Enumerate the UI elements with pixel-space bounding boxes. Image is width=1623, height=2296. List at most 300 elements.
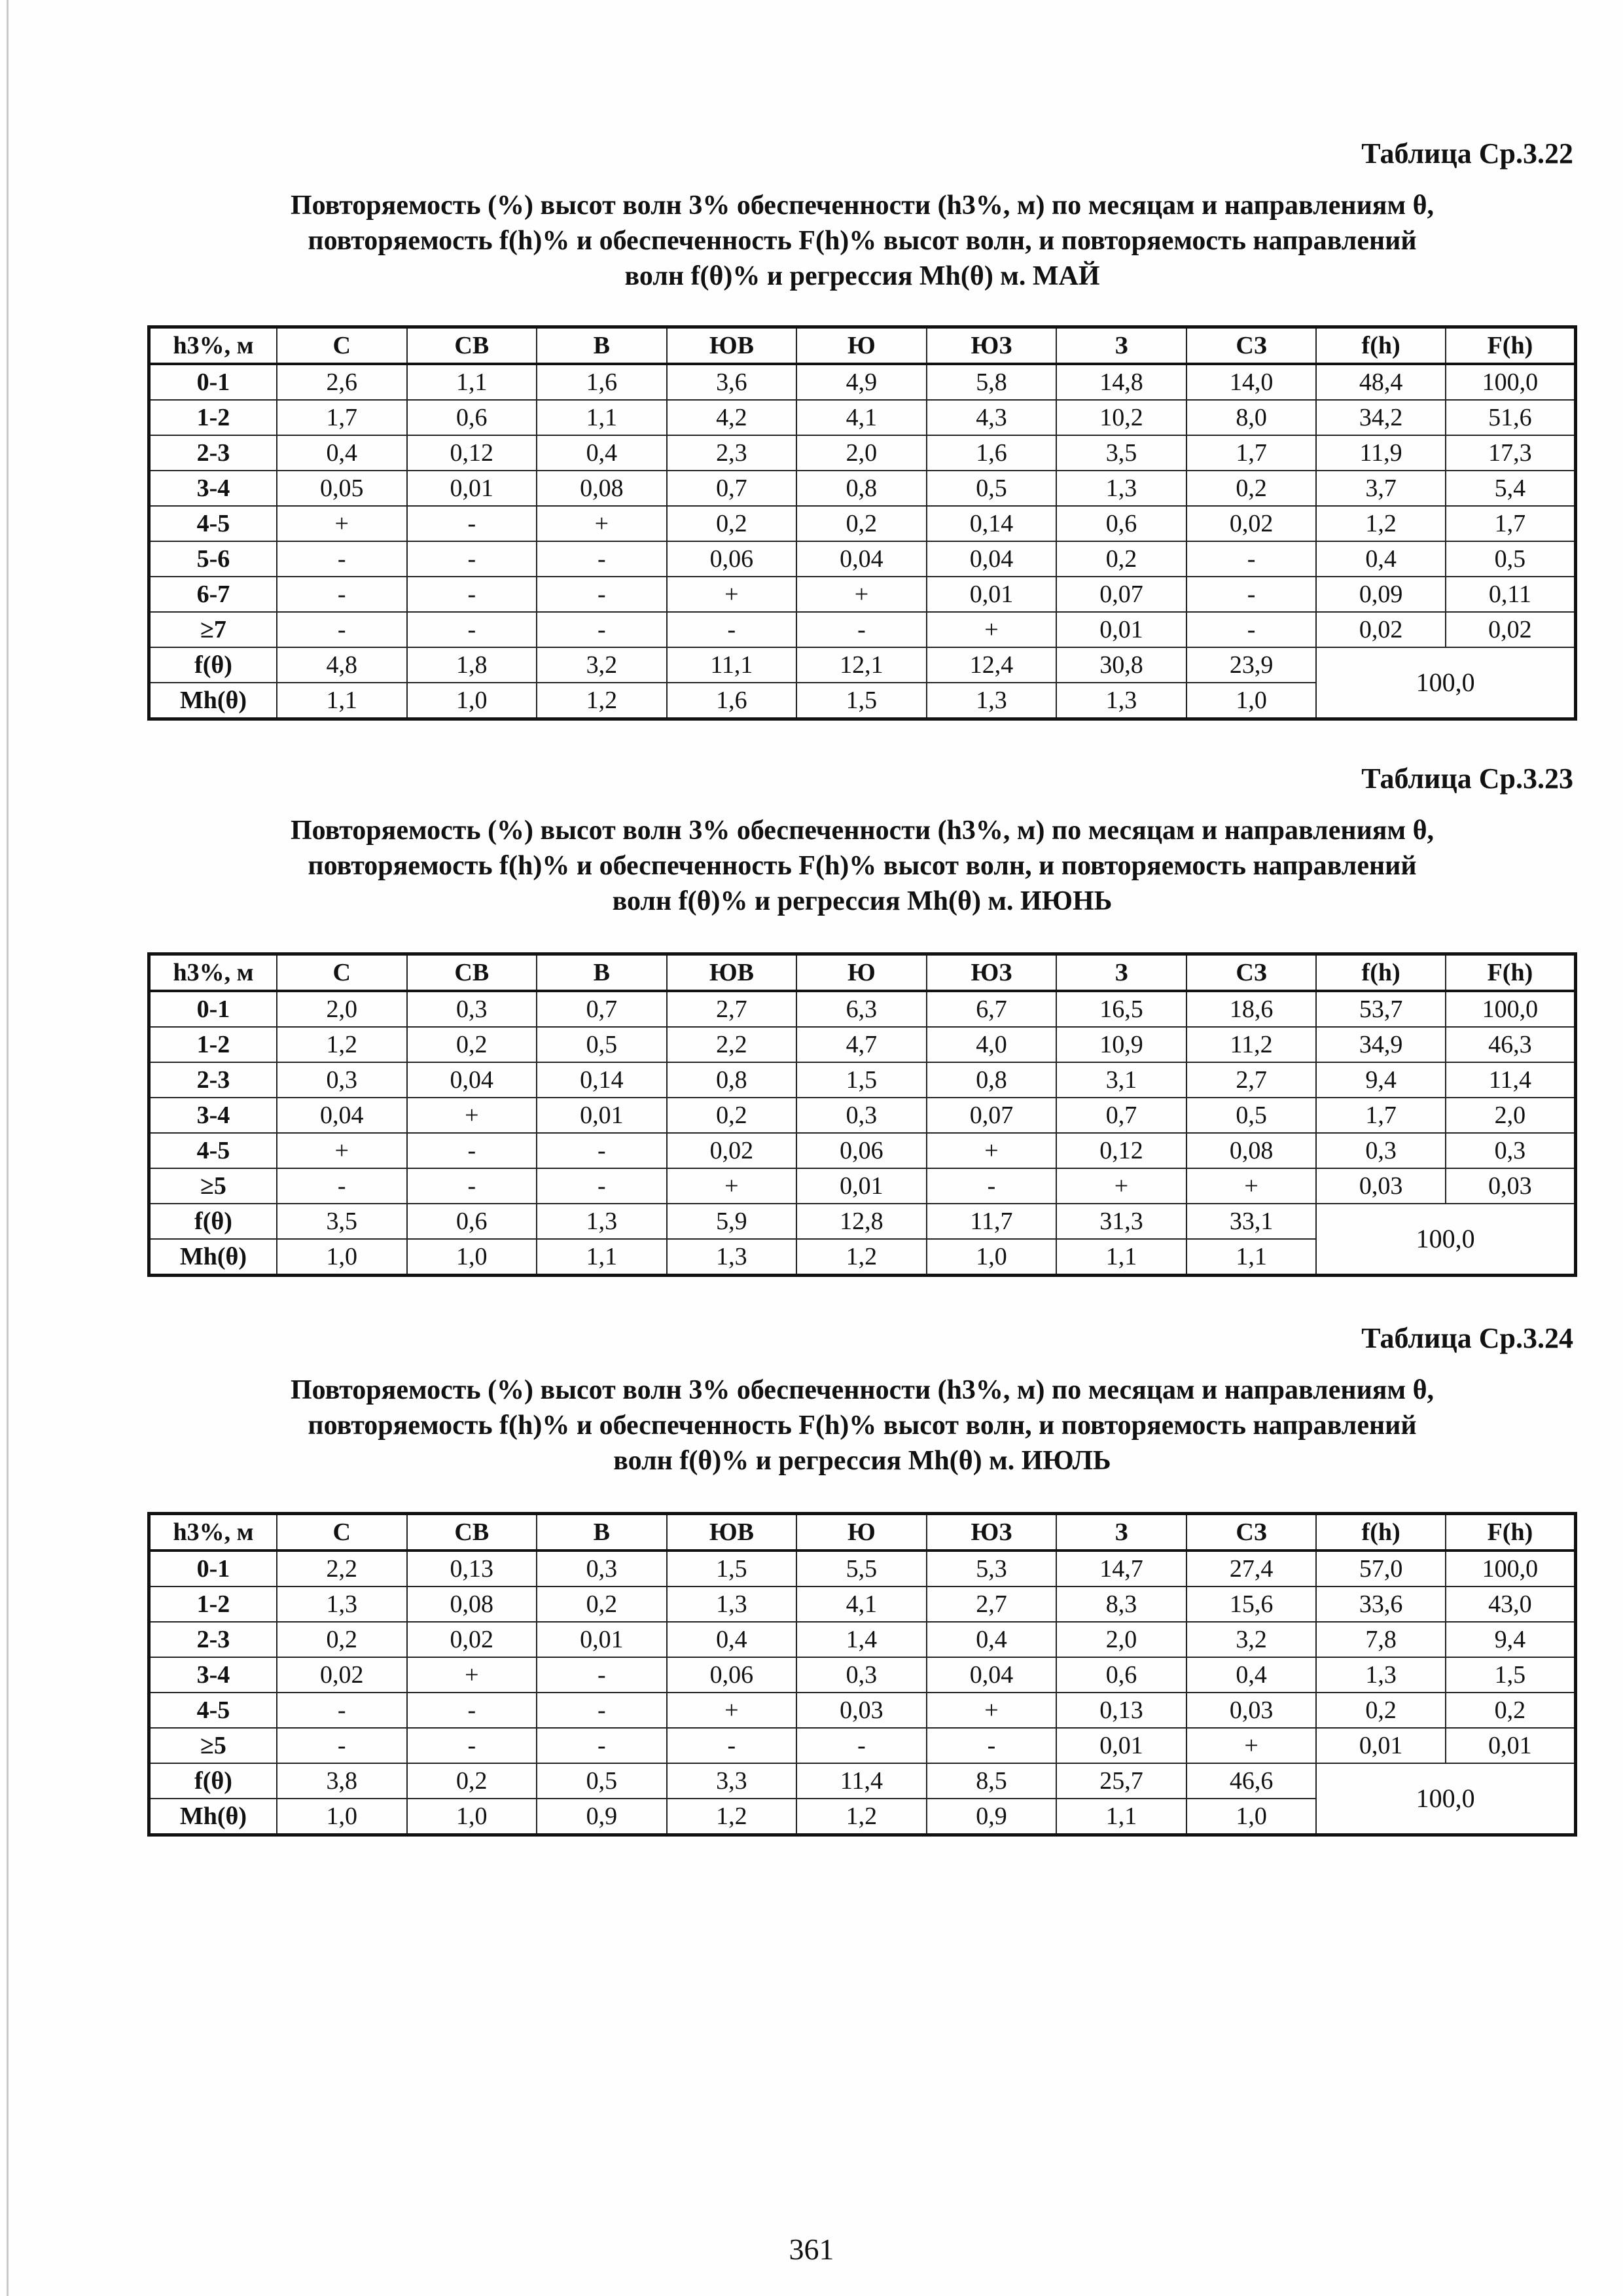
table-cell: 2,0 bbox=[796, 435, 927, 471]
table-cell: 17,3 bbox=[1446, 435, 1576, 471]
table-cell: - bbox=[537, 1168, 667, 1204]
column-header: f(h) bbox=[1316, 954, 1446, 992]
table-cell: - bbox=[796, 1728, 927, 1763]
table-cell: 46,6 bbox=[1186, 1763, 1317, 1799]
column-header: ЮЗ bbox=[927, 954, 1057, 992]
table-cell: 57,0 bbox=[1316, 1551, 1446, 1587]
table-cell: 11,7 bbox=[927, 1204, 1057, 1239]
table-cell: 48,4 bbox=[1316, 364, 1446, 400]
table-cell: 0,4 bbox=[667, 1622, 797, 1657]
table-cell: 2,2 bbox=[667, 1027, 797, 1062]
table-cell: 0,05 bbox=[277, 471, 407, 506]
table-cell: 51,6 bbox=[1446, 400, 1576, 435]
f-theta-row bbox=[149, 1204, 1576, 1239]
table-cell: 0,08 bbox=[537, 471, 667, 506]
table-cell: 0,04 bbox=[407, 1062, 537, 1098]
table-cell: 0,01 bbox=[1446, 1728, 1576, 1763]
title-line: волн f(θ)% и регрессия Mh(θ) м. ИЮЛЬ bbox=[613, 1446, 1111, 1476]
table-cell: + bbox=[537, 506, 667, 541]
table-number: Таблица Ср.3.24 bbox=[1361, 1322, 1573, 1354]
table-cell: 3,2 bbox=[1186, 1622, 1317, 1657]
table-cell: - bbox=[277, 1728, 407, 1763]
column-header: F(h) bbox=[1446, 1514, 1576, 1551]
column-header: С bbox=[277, 954, 407, 992]
column-header: С bbox=[277, 1514, 407, 1551]
table-cell: 0,01 bbox=[796, 1168, 927, 1204]
table-cell: 1,0 bbox=[277, 1799, 407, 1835]
column-header: Ю bbox=[796, 1514, 927, 1551]
table-cell: 0,3 bbox=[796, 1098, 927, 1133]
table-cell: 0,04 bbox=[796, 541, 927, 577]
table-cell: 0,4 bbox=[277, 435, 407, 471]
title-line: повторяемость f(h)% и обеспеченность F(h)% высот волн, и повторяемость направлений bbox=[308, 1410, 1417, 1441]
table-cell: 1,0 bbox=[407, 1799, 537, 1835]
table-cell: 8,3 bbox=[1056, 1587, 1186, 1622]
table-cell: 0,01 bbox=[927, 577, 1057, 612]
table-cell: 0,8 bbox=[927, 1062, 1057, 1098]
table-cell: 1,3 bbox=[537, 1204, 667, 1239]
title-line: волн f(θ)% и регрессия Mh(θ) м. МАЙ bbox=[624, 261, 1100, 291]
table-cell: 1,1 bbox=[537, 400, 667, 435]
row-header: 0-1 bbox=[149, 364, 277, 400]
table-cell: 0,3 bbox=[537, 1551, 667, 1587]
table-cell: 5,8 bbox=[927, 364, 1057, 400]
table-cell: 23,9 bbox=[1186, 647, 1317, 683]
column-header: f(h) bbox=[1316, 327, 1446, 365]
table-cell: 5,5 bbox=[796, 1551, 927, 1587]
table-cell: 4,7 bbox=[796, 1027, 927, 1062]
table-cell: + bbox=[407, 1098, 537, 1133]
table-cell: 0,9 bbox=[537, 1799, 667, 1835]
table-cell: + bbox=[277, 506, 407, 541]
table-cell: 5,4 bbox=[1446, 471, 1576, 506]
table-cell: 0,6 bbox=[1056, 506, 1186, 541]
table-cell: 25,7 bbox=[1056, 1763, 1186, 1799]
table-cell: 4,1 bbox=[796, 1587, 927, 1622]
table-row bbox=[149, 1587, 1576, 1622]
table-cell: 1,3 bbox=[1056, 471, 1186, 506]
table-row bbox=[149, 1657, 1576, 1693]
table-block-may bbox=[147, 134, 1577, 294]
table-cell: 0,4 bbox=[1186, 1657, 1317, 1693]
table-cell: 1,2 bbox=[277, 1027, 407, 1062]
table-cell: 0,02 bbox=[1186, 506, 1317, 541]
table-cell: - bbox=[927, 1728, 1057, 1763]
header-row bbox=[149, 1514, 1576, 1551]
table-cell: 0,2 bbox=[667, 1098, 797, 1133]
table-cell: 0,06 bbox=[796, 1133, 927, 1168]
row-header: f(θ) bbox=[149, 1204, 277, 1239]
table-cell: 4,3 bbox=[927, 400, 1057, 435]
column-header: Ю bbox=[796, 954, 927, 992]
table-cell: 1,3 bbox=[667, 1587, 797, 1622]
table-cell: 14,0 bbox=[1186, 364, 1317, 400]
table-cell: 0,02 bbox=[407, 1622, 537, 1657]
wave-table-june bbox=[147, 952, 1577, 1277]
column-header: СВ bbox=[407, 1514, 537, 1551]
column-header: h3%, м bbox=[149, 327, 277, 365]
column-header: ЮЗ bbox=[927, 1514, 1057, 1551]
table-cell: - bbox=[927, 1168, 1057, 1204]
table-cell: 1,2 bbox=[796, 1239, 927, 1276]
scan-edge-line bbox=[7, 0, 9, 2296]
table-cell: 0,11 bbox=[1446, 577, 1576, 612]
column-header: ЮЗ bbox=[927, 327, 1057, 365]
total-cell: 100,0 bbox=[1316, 647, 1575, 719]
table-cell: 4,8 bbox=[277, 647, 407, 683]
table-cell: - bbox=[537, 612, 667, 647]
row-header: 6-7 bbox=[149, 577, 277, 612]
table-cell: 12,1 bbox=[796, 647, 927, 683]
table-cell: 1,6 bbox=[667, 683, 797, 719]
title-line: Повторяемость (%) высот волн 3% обеспеченности (h3%, м) по месяцам и направлениям θ, bbox=[290, 190, 1435, 221]
table-cell: - bbox=[537, 541, 667, 577]
wave-table-may bbox=[147, 325, 1577, 721]
row-header: 2-3 bbox=[149, 1622, 277, 1657]
table-cell: 1,0 bbox=[407, 683, 537, 719]
title-line: Повторяемость (%) высот волн 3% обеспеченности (h3%, м) по месяцам и направлениям θ, bbox=[290, 816, 1435, 846]
table-cell: 5,9 bbox=[667, 1204, 797, 1239]
table-cell: 1,5 bbox=[796, 683, 927, 719]
row-header: 3-4 bbox=[149, 471, 277, 506]
row-header: ≥5 bbox=[149, 1728, 277, 1763]
table-cell: 100,0 bbox=[1446, 364, 1576, 400]
table-row bbox=[149, 577, 1576, 612]
table-cell: 0,2 bbox=[277, 1622, 407, 1657]
table-row bbox=[149, 991, 1576, 1027]
table-cell: 8,0 bbox=[1186, 400, 1317, 435]
table-cell: 0,12 bbox=[1056, 1133, 1186, 1168]
table-cell: 2,6 bbox=[277, 364, 407, 400]
row-header: 4-5 bbox=[149, 1133, 277, 1168]
table-cell: 0,7 bbox=[667, 471, 797, 506]
table-cell: 0,06 bbox=[667, 541, 797, 577]
row-header: 3-4 bbox=[149, 1098, 277, 1133]
table-cell: 34,2 bbox=[1316, 400, 1446, 435]
table-row bbox=[149, 1693, 1576, 1728]
table-cell: 1,5 bbox=[1446, 1657, 1576, 1693]
table-cell: 30,8 bbox=[1056, 647, 1186, 683]
table-cell: 0,07 bbox=[1056, 577, 1186, 612]
table-cell: - bbox=[537, 1133, 667, 1168]
table-cell: 9,4 bbox=[1446, 1622, 1576, 1657]
table-cell: 0,2 bbox=[1186, 471, 1317, 506]
table-cell: - bbox=[537, 1728, 667, 1763]
table-cell: 3,7 bbox=[1316, 471, 1446, 506]
table-row bbox=[149, 435, 1576, 471]
table-cell: 0,14 bbox=[537, 1062, 667, 1098]
table-cell: 3,2 bbox=[537, 647, 667, 683]
table-cell: 0,8 bbox=[667, 1062, 797, 1098]
table-cell: 0,08 bbox=[407, 1587, 537, 1622]
table-cell: 0,3 bbox=[796, 1657, 927, 1693]
table-cell: - bbox=[407, 1168, 537, 1204]
table-cell: 1,3 bbox=[1316, 1657, 1446, 1693]
table-cell: 0,13 bbox=[407, 1551, 537, 1587]
table-cell: 1,1 bbox=[277, 683, 407, 719]
table-number: Таблица Ср.3.22 bbox=[1361, 137, 1573, 170]
table-cell: 0,02 bbox=[1316, 612, 1446, 647]
table-cell: 100,0 bbox=[1446, 1551, 1576, 1587]
table-cell: - bbox=[1186, 541, 1317, 577]
table-cell: 1,7 bbox=[1186, 435, 1317, 471]
row-header: ≥7 bbox=[149, 612, 277, 647]
table-row bbox=[149, 1062, 1576, 1098]
table-cell: + bbox=[927, 1133, 1057, 1168]
table-cell: 0,4 bbox=[1316, 541, 1446, 577]
row-header: Mh(θ) bbox=[149, 1799, 277, 1835]
table-cell: 46,3 bbox=[1446, 1027, 1576, 1062]
table-cell: 3,8 bbox=[277, 1763, 407, 1799]
table-cell: 43,0 bbox=[1446, 1587, 1576, 1622]
table-cell: 1,6 bbox=[927, 435, 1057, 471]
table-cell: 100,0 bbox=[1446, 991, 1576, 1027]
table-cell: 0,3 bbox=[277, 1062, 407, 1098]
table-cell: 12,4 bbox=[927, 647, 1057, 683]
table-cell: 1,1 bbox=[537, 1239, 667, 1276]
header-row bbox=[149, 954, 1576, 992]
table-cell: 11,2 bbox=[1186, 1027, 1317, 1062]
table-cell: - bbox=[1186, 577, 1317, 612]
column-header: З bbox=[1056, 954, 1186, 992]
table-cell: 1,5 bbox=[667, 1551, 797, 1587]
table-cell: 2,0 bbox=[277, 991, 407, 1027]
row-header: 0-1 bbox=[149, 991, 277, 1027]
table-cell: 0,2 bbox=[537, 1587, 667, 1622]
table-cell: 0,3 bbox=[1316, 1133, 1446, 1168]
row-header: 4-5 bbox=[149, 1693, 277, 1728]
table-cell: 15,6 bbox=[1186, 1587, 1317, 1622]
table-cell: 1,2 bbox=[1316, 506, 1446, 541]
column-header: С bbox=[277, 327, 407, 365]
table-cell: 0,3 bbox=[407, 991, 537, 1027]
table-cell: 1,1 bbox=[1186, 1239, 1317, 1276]
table-cell: 11,1 bbox=[667, 647, 797, 683]
table-cell: 1,0 bbox=[1186, 1799, 1317, 1835]
table-cell: 1,5 bbox=[796, 1062, 927, 1098]
row-header: 5-6 bbox=[149, 541, 277, 577]
column-header: СЗ bbox=[1186, 327, 1317, 365]
title-line: повторяемость f(h)% и обеспеченность F(h)% высот волн, и повторяемость направлений bbox=[308, 226, 1417, 256]
column-header: ЮВ bbox=[667, 1514, 797, 1551]
row-header: 3-4 bbox=[149, 1657, 277, 1693]
table-cell: 0,7 bbox=[1056, 1098, 1186, 1133]
table-block-june bbox=[147, 759, 1577, 919]
table-cell: 1,3 bbox=[927, 683, 1057, 719]
table-cell: 0,01 bbox=[1056, 612, 1186, 647]
table-title bbox=[147, 1372, 1577, 1479]
table-cell: 4,0 bbox=[927, 1027, 1057, 1062]
table-cell: 0,2 bbox=[796, 506, 927, 541]
table-cell: 0,6 bbox=[407, 400, 537, 435]
row-header: 1-2 bbox=[149, 1027, 277, 1062]
table-cell: 1,0 bbox=[407, 1239, 537, 1276]
table-cell: 5,3 bbox=[927, 1551, 1057, 1587]
table-cell: 0,12 bbox=[407, 435, 537, 471]
table-title bbox=[147, 188, 1577, 294]
table-cell: 14,7 bbox=[1056, 1551, 1186, 1587]
table-cell: 0,7 bbox=[537, 991, 667, 1027]
table-cell: 0,2 bbox=[1056, 541, 1186, 577]
table-cell: - bbox=[407, 1693, 537, 1728]
table-row bbox=[149, 1622, 1576, 1657]
table-cell: 1,7 bbox=[1316, 1098, 1446, 1133]
table-cell: + bbox=[1186, 1168, 1317, 1204]
table-cell: 0,2 bbox=[407, 1027, 537, 1062]
table-cell: 0,06 bbox=[667, 1657, 797, 1693]
table-cell: 10,9 bbox=[1056, 1027, 1186, 1062]
row-header: ≥5 bbox=[149, 1168, 277, 1204]
table-row bbox=[149, 471, 1576, 506]
table-cell: - bbox=[407, 577, 537, 612]
table-cell: 4,9 bbox=[796, 364, 927, 400]
table-cell: 0,07 bbox=[927, 1098, 1057, 1133]
table-cell: 6,3 bbox=[796, 991, 927, 1027]
table-cell: 0,03 bbox=[1446, 1168, 1576, 1204]
table-cell: - bbox=[277, 1693, 407, 1728]
table-cell: 0,04 bbox=[927, 1657, 1057, 1693]
table-row bbox=[149, 1168, 1576, 1204]
table-cell: 16,5 bbox=[1056, 991, 1186, 1027]
f-theta-row bbox=[149, 647, 1576, 683]
total-cell: 100,0 bbox=[1316, 1204, 1575, 1276]
table-cell: 0,5 bbox=[927, 471, 1057, 506]
table-cell: 0,03 bbox=[796, 1693, 927, 1728]
column-header: f(h) bbox=[1316, 1514, 1446, 1551]
table-row bbox=[149, 364, 1576, 400]
row-header: Mh(θ) bbox=[149, 683, 277, 719]
table-cell: 0,5 bbox=[1186, 1098, 1317, 1133]
table-cell: 0,02 bbox=[1446, 612, 1576, 647]
table-cell: 0,5 bbox=[537, 1027, 667, 1062]
title-line: волн f(θ)% и регрессия Mh(θ) м. ИЮНЬ bbox=[612, 886, 1113, 916]
table-cell: - bbox=[407, 1728, 537, 1763]
table-cell: 0,4 bbox=[927, 1622, 1057, 1657]
table-cell: + bbox=[1056, 1168, 1186, 1204]
table-cell: 0,04 bbox=[927, 541, 1057, 577]
table-cell: 53,7 bbox=[1316, 991, 1446, 1027]
row-header: 1-2 bbox=[149, 1587, 277, 1622]
table-cell: 0,13 bbox=[1056, 1693, 1186, 1728]
column-header: F(h) bbox=[1446, 954, 1576, 992]
table-cell: 2,7 bbox=[667, 991, 797, 1027]
table-cell: 0,03 bbox=[1186, 1693, 1317, 1728]
table-cell: 1,6 bbox=[537, 364, 667, 400]
row-header: 2-3 bbox=[149, 435, 277, 471]
column-header: З bbox=[1056, 1514, 1186, 1551]
table-cell: + bbox=[927, 612, 1057, 647]
table-cell: 4,1 bbox=[796, 400, 927, 435]
table-cell: - bbox=[277, 1168, 407, 1204]
column-header: Ю bbox=[796, 327, 927, 365]
table-cell: 14,8 bbox=[1056, 364, 1186, 400]
table-cell: 0,2 bbox=[667, 506, 797, 541]
table-cell: + bbox=[667, 1168, 797, 1204]
table-cell: 8,5 bbox=[927, 1763, 1057, 1799]
row-header: f(θ) bbox=[149, 1763, 277, 1799]
table-cell: - bbox=[407, 506, 537, 541]
table-cell: 2,2 bbox=[277, 1551, 407, 1587]
column-header: СЗ bbox=[1186, 954, 1317, 992]
table-cell: 0,01 bbox=[407, 471, 537, 506]
table-cell: 0,5 bbox=[537, 1763, 667, 1799]
table-cell: + bbox=[1186, 1728, 1317, 1763]
table-cell: 9,4 bbox=[1316, 1062, 1446, 1098]
table-cell: + bbox=[277, 1133, 407, 1168]
table-cell: 1,8 bbox=[407, 647, 537, 683]
header-row bbox=[149, 327, 1576, 365]
row-header: f(θ) bbox=[149, 647, 277, 683]
table-cell: 1,4 bbox=[796, 1622, 927, 1657]
table-cell: 1,2 bbox=[796, 1799, 927, 1835]
table-cell: 0,01 bbox=[537, 1098, 667, 1133]
table-cell: + bbox=[796, 577, 927, 612]
column-header: СВ bbox=[407, 327, 537, 365]
table-cell: 0,6 bbox=[1056, 1657, 1186, 1693]
table-cell: 2,0 bbox=[1056, 1622, 1186, 1657]
table-cell: 3,3 bbox=[667, 1763, 797, 1799]
table-cell: 1,2 bbox=[667, 1799, 797, 1835]
table-cell: 0,01 bbox=[1316, 1728, 1446, 1763]
column-header: В bbox=[537, 954, 667, 992]
table-cell: 1,7 bbox=[277, 400, 407, 435]
column-header: ЮВ bbox=[667, 327, 797, 365]
table-cell: - bbox=[796, 612, 927, 647]
table-cell: 2,7 bbox=[927, 1587, 1057, 1622]
table-cell: + bbox=[667, 577, 797, 612]
column-header: ЮВ bbox=[667, 954, 797, 992]
table-cell: 2,7 bbox=[1186, 1062, 1317, 1098]
table-cell: - bbox=[277, 612, 407, 647]
table-cell: 1,2 bbox=[537, 683, 667, 719]
table-cell: 11,9 bbox=[1316, 435, 1446, 471]
row-header: 2-3 bbox=[149, 1062, 277, 1098]
column-header: СВ bbox=[407, 954, 537, 992]
table-cell: 0,01 bbox=[537, 1622, 667, 1657]
table-cell: 11,4 bbox=[796, 1763, 927, 1799]
column-header: h3%, м bbox=[149, 954, 277, 992]
table-row bbox=[149, 400, 1576, 435]
table-cell: 0,2 bbox=[1446, 1693, 1576, 1728]
table-cell: 1,3 bbox=[277, 1587, 407, 1622]
table-cell: 7,8 bbox=[1316, 1622, 1446, 1657]
table-cell: 3,5 bbox=[277, 1204, 407, 1239]
table-cell: - bbox=[407, 1133, 537, 1168]
table-cell: 0,3 bbox=[1446, 1133, 1576, 1168]
column-header: h3%, м bbox=[149, 1514, 277, 1551]
total-cell: 100,0 bbox=[1316, 1763, 1575, 1835]
table-cell: 1,1 bbox=[407, 364, 537, 400]
table-cell: 33,1 bbox=[1186, 1204, 1317, 1239]
table-cell: 0,4 bbox=[537, 435, 667, 471]
table-cell: 3,6 bbox=[667, 364, 797, 400]
table-cell: 0,03 bbox=[1316, 1168, 1446, 1204]
table-cell: 18,6 bbox=[1186, 991, 1317, 1027]
table-cell: 1,0 bbox=[1186, 683, 1317, 719]
table-cell: - bbox=[407, 612, 537, 647]
table-cell: 2,3 bbox=[667, 435, 797, 471]
table-number: Таблица Ср.3.23 bbox=[1361, 762, 1573, 795]
table-cell: 1,7 bbox=[1446, 506, 1576, 541]
table-cell: 4,2 bbox=[667, 400, 797, 435]
table-block-july bbox=[147, 1319, 1577, 1479]
table-cell: 0,08 bbox=[1186, 1133, 1317, 1168]
column-header: В bbox=[537, 1514, 667, 1551]
table-cell: - bbox=[1186, 612, 1317, 647]
table-cell: 1,0 bbox=[927, 1239, 1057, 1276]
table-row bbox=[149, 506, 1576, 541]
table-cell: 6,7 bbox=[927, 991, 1057, 1027]
